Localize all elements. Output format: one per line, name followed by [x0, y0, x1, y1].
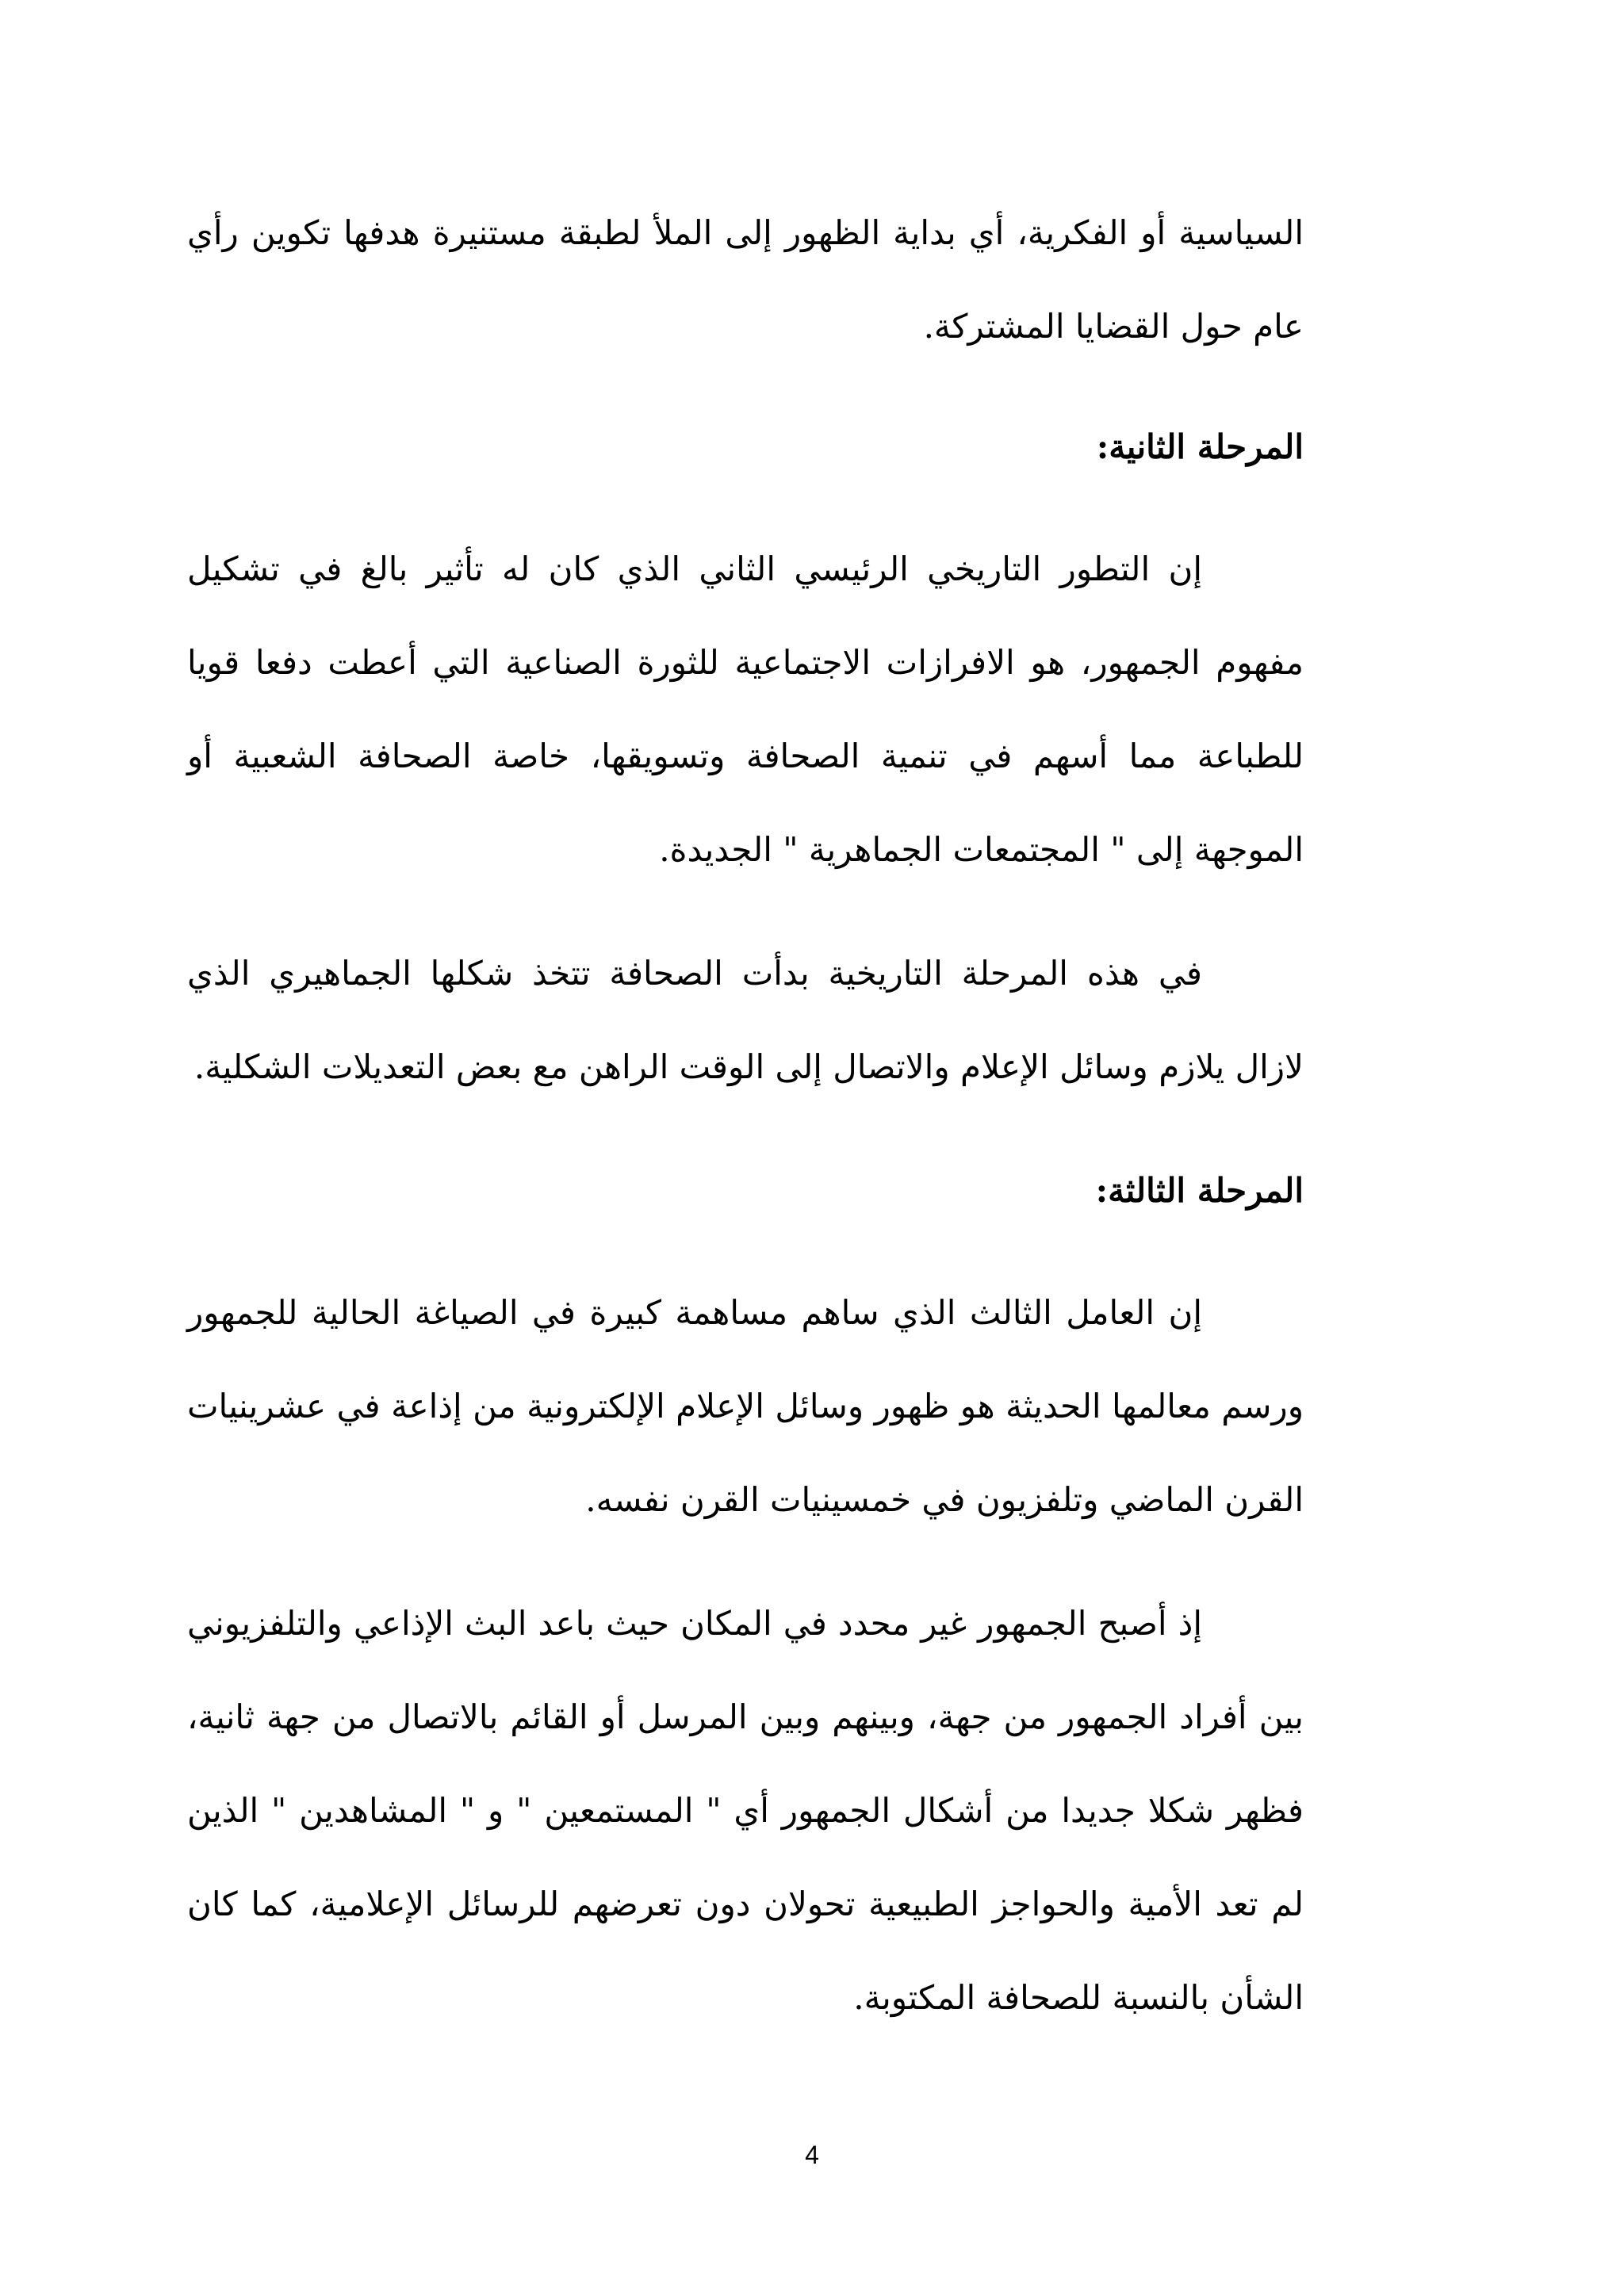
paragraph-continuation: السياسية أو الفكرية، أي بداية الظهور إلى الملأ لطبقة مستنيرة هدفها تكوين رأي عام حول القضايا المشتركة. — [187, 213, 1304, 346]
paragraph-third-stage-audience: إذ أصبح الجمهور غير محدد في المكان حيث باعد البث الإذاعي والتلفزيوني بين أفراد الجمهور من جهة، وبينهم وبين المرسل أو القائم بالاتصال من جهة ثانية، فظهر شكلا جديدا من أشكال الجمهور أي " المستمعين " و " المشاهدين " الذين لم تعد الأمية والحواجز الطبيعية تحولان دون تعرضهم للرسائل الإعلامية، كما كان الشأن بالنسبة للصحافة المكتوبة. — [187, 1604, 1304, 2017]
paragraph-second-stage-press: في هذه المرحلة التاريخية بدأت الصحافة تتخذ شكلها الجماهيري الذي لازال يلازم وسائل الإعلام والاتصال إلى الوقت الراهن مع بعض التعديلات الشكلية. — [187, 954, 1304, 1086]
paragraph-second-stage-development: إن التطور التاريخي الرئيسي الثاني الذي كان له تأثير بالغ في تشكيل مفهوم الجمهور، هو الافرازات الاجتماعية للثورة الصناعية التي أعطت دفعا قويا للطباعة مما أسهم في تنمية الصحافة وتسويقها، خاصة الصحافة الشعبية أو الموجهة إلى " المجتمعات الجماهرية " الجديدة. — [187, 549, 1304, 869]
page-number: 4 — [805, 2141, 819, 2169]
page-content — [187, 186, 1304, 2075]
section-heading-second-stage: المرحلة الثانية: — [1096, 427, 1304, 466]
section-heading-third-stage: المرحلة الثالثة: — [1095, 1171, 1304, 1210]
paragraph-third-stage-factor: إن العامل الثالث الذي ساهم مساهمة كبيرة في الصياغة الحالية للجمهور ورسم معالمها الحديثة هو ظهور وسائل الإعلام الإلكترونية من إذاعة في عشرينيات القرن الماضي وتلفزيون في خمسينيات القرن نفسه. — [187, 1293, 1304, 1519]
